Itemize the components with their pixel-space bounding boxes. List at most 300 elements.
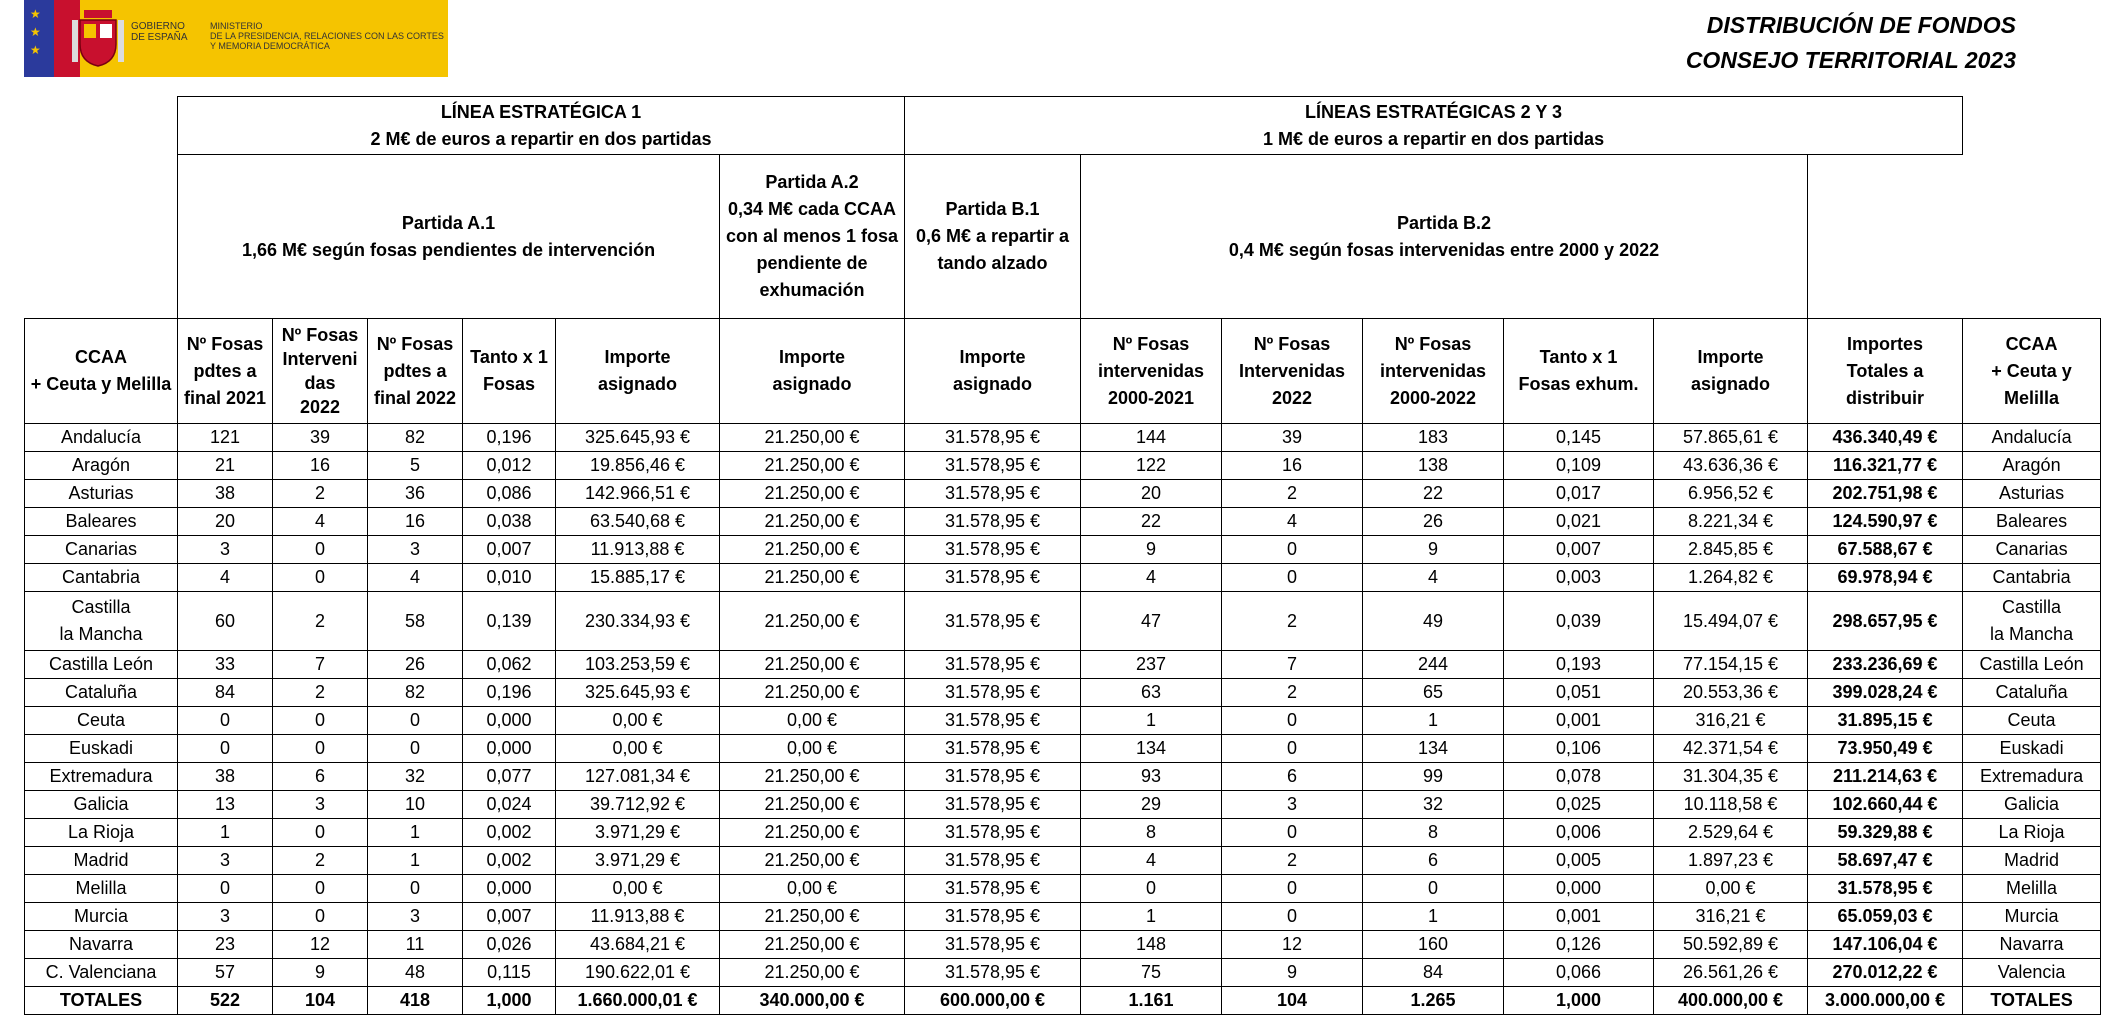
cell-c12: 316,21 € <box>1654 707 1808 735</box>
cell-c10: 183 <box>1363 424 1504 452</box>
cell-c1: 1 <box>178 819 273 847</box>
cell-c2: 16 <box>273 452 368 480</box>
cell-c12: 15.494,07 € <box>1654 592 1808 651</box>
cell-c5: 325.645,93 € <box>556 679 720 707</box>
cell-c10: 6 <box>1363 847 1504 875</box>
cell-c2: 2 <box>273 480 368 508</box>
total-name: TOTALES <box>25 987 178 1015</box>
cell-c11: 0,193 <box>1504 651 1654 679</box>
cell-c7: 31.578,95 € <box>905 763 1081 791</box>
cell-c8: 9 <box>1081 536 1222 564</box>
cell-c11: 0,005 <box>1504 847 1654 875</box>
region-name-right: Castilla la Mancha <box>1963 592 2101 651</box>
cell-c6: 21.250,00 € <box>720 847 905 875</box>
region-name-right: La Rioja <box>1963 819 2101 847</box>
cell-c8: 75 <box>1081 959 1222 987</box>
cell-c13: 67.588,67 € <box>1808 536 1963 564</box>
cell-c11: 0,025 <box>1504 791 1654 819</box>
cell-c3: 1 <box>368 847 463 875</box>
cell-c4: 0,077 <box>463 763 556 791</box>
cell-c2: 0 <box>273 875 368 903</box>
region-name-right: Euskadi <box>1963 735 2101 763</box>
cell-c3: 26 <box>368 651 463 679</box>
partida-a1-header: Partida A.1 1,66 M€ según fosas pendientes de intervención <box>178 155 720 319</box>
region-name: Canarias <box>25 536 178 564</box>
cell-c9: 2 <box>1222 679 1363 707</box>
cell-c8: 93 <box>1081 763 1222 791</box>
cell-c7: 31.578,95 € <box>905 819 1081 847</box>
cell-c10: 4 <box>1363 564 1504 592</box>
cell-c13: 58.697,47 € <box>1808 847 1963 875</box>
cell-c5: 190.622,01 € <box>556 959 720 987</box>
cell-c9: 3 <box>1222 791 1363 819</box>
cell-c12: 20.553,36 € <box>1654 679 1808 707</box>
cell-c9: 9 <box>1222 959 1363 987</box>
cell-c8: 148 <box>1081 931 1222 959</box>
cell-c7: 31.578,95 € <box>905 875 1081 903</box>
table-row <box>25 735 2101 763</box>
cell-c11: 0,109 <box>1504 452 1654 480</box>
table-row <box>25 424 2101 452</box>
cell-c2: 2 <box>273 847 368 875</box>
cell-c3: 58 <box>368 592 463 651</box>
region-name-right: Ceuta <box>1963 707 2101 735</box>
column-header: Tanto x 1 Fosas exhum. <box>1504 319 1654 424</box>
cell-c1: 20 <box>178 508 273 536</box>
column-header: Nº Fosas intervenidas 2000-2021 <box>1081 319 1222 424</box>
cell-c11: 0,078 <box>1504 763 1654 791</box>
total-right: TOTALES <box>1963 987 2101 1015</box>
region-name-right: Cantabria <box>1963 564 2101 592</box>
column-header: CCAA + Ceuta y Melilla <box>25 319 178 424</box>
cell-c12: 316,21 € <box>1654 903 1808 931</box>
cell-c5: 0,00 € <box>556 735 720 763</box>
cell-c6: 21.250,00 € <box>720 592 905 651</box>
government-logo <box>24 0 448 77</box>
cell-c10: 134 <box>1363 735 1504 763</box>
region-name-right: Cataluña <box>1963 679 2101 707</box>
cell-c13: 233.236,69 € <box>1808 651 1963 679</box>
total-c10: 1.265 <box>1363 987 1504 1015</box>
cell-c4: 0,000 <box>463 735 556 763</box>
region-name-right: Murcia <box>1963 903 2101 931</box>
title-line-2: CONSEJO TERRITORIAL 2023 <box>1685 47 2016 73</box>
cell-c6: 21.250,00 € <box>720 536 905 564</box>
region-name-right: Galicia <box>1963 791 2101 819</box>
cell-c13: 31.895,15 € <box>1808 707 1963 735</box>
column-header: CCAA + Ceuta y Melilla <box>1963 319 2101 424</box>
cell-c9: 0 <box>1222 536 1363 564</box>
region-name: Asturias <box>25 480 178 508</box>
cell-c7: 31.578,95 € <box>905 707 1081 735</box>
cell-c13: 102.660,44 € <box>1808 791 1963 819</box>
cell-c11: 0,051 <box>1504 679 1654 707</box>
cell-c12: 8.221,34 € <box>1654 508 1808 536</box>
cell-c10: 99 <box>1363 763 1504 791</box>
cell-c4: 0,086 <box>463 480 556 508</box>
cell-c9: 0 <box>1222 875 1363 903</box>
cell-c8: 29 <box>1081 791 1222 819</box>
column-header: Importe asignado <box>720 319 905 424</box>
cell-c7: 31.578,95 € <box>905 791 1081 819</box>
le1-header: LÍNEA ESTRATÉGICA 1 2 M€ de euros a repartir en dos partidas <box>178 97 905 155</box>
cell-c13: 59.329,88 € <box>1808 819 1963 847</box>
cell-c6: 0,00 € <box>720 735 905 763</box>
region-name-right: Melilla <box>1963 875 2101 903</box>
cell-c1: 0 <box>178 707 273 735</box>
cell-c7: 31.578,95 € <box>905 592 1081 651</box>
cell-c4: 0,000 <box>463 707 556 735</box>
cell-c12: 1.264,82 € <box>1654 564 1808 592</box>
cell-c13: 73.950,49 € <box>1808 735 1963 763</box>
cell-c8: 4 <box>1081 847 1222 875</box>
totals-row <box>25 987 2101 1015</box>
column-header-row <box>25 319 2101 424</box>
cell-c8: 134 <box>1081 735 1222 763</box>
cell-c13: 147.106,04 € <box>1808 931 1963 959</box>
cell-c10: 8 <box>1363 819 1504 847</box>
region-name-right: Baleares <box>1963 508 2101 536</box>
cell-c3: 10 <box>368 791 463 819</box>
cell-c10: 160 <box>1363 931 1504 959</box>
cell-c11: 0,001 <box>1504 707 1654 735</box>
cell-c5: 103.253,59 € <box>556 651 720 679</box>
column-header: Nº Fosas pdtes a final 2022 <box>368 319 463 424</box>
cell-c3: 36 <box>368 480 463 508</box>
cell-c4: 0,196 <box>463 424 556 452</box>
cell-c6: 21.250,00 € <box>720 679 905 707</box>
table-row <box>25 847 2101 875</box>
cell-c3: 32 <box>368 763 463 791</box>
cell-c8: 20 <box>1081 480 1222 508</box>
column-header: Importe asignado <box>905 319 1081 424</box>
cell-c1: 57 <box>178 959 273 987</box>
cell-c3: 4 <box>368 564 463 592</box>
cell-c9: 0 <box>1222 707 1363 735</box>
cell-c12: 2.529,64 € <box>1654 819 1808 847</box>
cell-c1: 3 <box>178 903 273 931</box>
cell-c8: 22 <box>1081 508 1222 536</box>
cell-c4: 0,002 <box>463 847 556 875</box>
cell-c10: 1 <box>1363 903 1504 931</box>
partida-b2-header: Partida B.2 0,4 M€ según fosas intervenidas entre 2000 y 2022 <box>1081 155 1808 319</box>
table-body <box>25 424 2101 1015</box>
cell-c5: 19.856,46 € <box>556 452 720 480</box>
cell-c10: 65 <box>1363 679 1504 707</box>
cell-c6: 21.250,00 € <box>720 931 905 959</box>
cell-c2: 39 <box>273 424 368 452</box>
cell-c6: 21.250,00 € <box>720 651 905 679</box>
cell-c4: 0,010 <box>463 564 556 592</box>
cell-c5: 0,00 € <box>556 707 720 735</box>
ministerio-text: MINISTERIO DE LA PRESIDENCIA, RELACIONES CON LAS CORTES Y MEMORIA DEMOCRÁTICA <box>210 21 444 51</box>
table-row <box>25 508 2101 536</box>
cell-c10: 22 <box>1363 480 1504 508</box>
cell-c11: 0,126 <box>1504 931 1654 959</box>
cell-c9: 16 <box>1222 452 1363 480</box>
total-c6: 340.000,00 € <box>720 987 905 1015</box>
cell-c5: 142.966,51 € <box>556 480 720 508</box>
cell-c2: 9 <box>273 959 368 987</box>
cell-c8: 63 <box>1081 679 1222 707</box>
total-c2: 104 <box>273 987 368 1015</box>
cell-c13: 202.751,98 € <box>1808 480 1963 508</box>
region-name: Murcia <box>25 903 178 931</box>
cell-c5: 325.645,93 € <box>556 424 720 452</box>
region-name: Baleares <box>25 508 178 536</box>
cell-c1: 121 <box>178 424 273 452</box>
cell-c9: 2 <box>1222 480 1363 508</box>
region-name-right: Andalucía <box>1963 424 2101 452</box>
column-header: Importe asignado <box>1654 319 1808 424</box>
column-header: Importes Totales a distribuir <box>1808 319 1963 424</box>
table-row <box>25 819 2101 847</box>
region-name-right: Castilla León <box>1963 651 2101 679</box>
table-row <box>25 931 2101 959</box>
cell-c8: 122 <box>1081 452 1222 480</box>
cell-c11: 0,106 <box>1504 735 1654 763</box>
cell-c1: 84 <box>178 679 273 707</box>
cell-c3: 0 <box>368 875 463 903</box>
table-row <box>25 452 2101 480</box>
cell-c12: 57.865,61 € <box>1654 424 1808 452</box>
cell-c5: 3.971,29 € <box>556 819 720 847</box>
cell-c1: 33 <box>178 651 273 679</box>
cell-c6: 21.250,00 € <box>720 903 905 931</box>
cell-c10: 244 <box>1363 651 1504 679</box>
table-row <box>25 564 2101 592</box>
cell-c6: 21.250,00 € <box>720 819 905 847</box>
cell-c8: 144 <box>1081 424 1222 452</box>
cell-c1: 38 <box>178 763 273 791</box>
region-name: La Rioja <box>25 819 178 847</box>
region-name: Andalucía <box>25 424 178 452</box>
table-row <box>25 592 2101 651</box>
cell-c2: 2 <box>273 679 368 707</box>
cell-c13: 436.340,49 € <box>1808 424 1963 452</box>
le23-header: LÍNEAS ESTRATÉGICAS 2 Y 3 1 M€ de euros a repartir en dos partidas <box>905 97 1963 155</box>
cell-c6: 21.250,00 € <box>720 763 905 791</box>
region-name: Extremadura <box>25 763 178 791</box>
cell-c1: 0 <box>178 735 273 763</box>
cell-c9: 2 <box>1222 847 1363 875</box>
cell-c11: 0,006 <box>1504 819 1654 847</box>
region-name-right: Aragón <box>1963 452 2101 480</box>
cell-c6: 0,00 € <box>720 875 905 903</box>
cell-c11: 0,001 <box>1504 903 1654 931</box>
region-name: Galicia <box>25 791 178 819</box>
cell-c12: 1.897,23 € <box>1654 847 1808 875</box>
region-name: Cataluña <box>25 679 178 707</box>
cell-c8: 237 <box>1081 651 1222 679</box>
total-c12: 400.000,00 € <box>1654 987 1808 1015</box>
region-name: Madrid <box>25 847 178 875</box>
table-row <box>25 536 2101 564</box>
total-c3: 418 <box>368 987 463 1015</box>
cell-c9: 4 <box>1222 508 1363 536</box>
table-row <box>25 903 2101 931</box>
cell-c3: 3 <box>368 536 463 564</box>
cell-c11: 0,017 <box>1504 480 1654 508</box>
column-header: Nº Fosas intervenidas 2000-2022 <box>1363 319 1504 424</box>
total-c5: 1.660.000,01 € <box>556 987 720 1015</box>
region-name-right: Canarias <box>1963 536 2101 564</box>
cell-c2: 0 <box>273 903 368 931</box>
cell-c7: 31.578,95 € <box>905 536 1081 564</box>
partida-header-row <box>25 155 2101 319</box>
cell-c12: 26.561,26 € <box>1654 959 1808 987</box>
funds-table <box>24 96 2101 1015</box>
cell-c3: 11 <box>368 931 463 959</box>
cell-c5: 43.684,21 € <box>556 931 720 959</box>
region-name: Cantabria <box>25 564 178 592</box>
region-name: Ceuta <box>25 707 178 735</box>
total-c4: 1,000 <box>463 987 556 1015</box>
cell-c8: 1 <box>1081 707 1222 735</box>
cell-c3: 5 <box>368 452 463 480</box>
cell-c1: 3 <box>178 847 273 875</box>
cell-c7: 31.578,95 € <box>905 452 1081 480</box>
cell-c9: 39 <box>1222 424 1363 452</box>
cell-c6: 21.250,00 € <box>720 480 905 508</box>
cell-c7: 31.578,95 € <box>905 903 1081 931</box>
cell-c12: 50.592,89 € <box>1654 931 1808 959</box>
region-name-right: Extremadura <box>1963 763 2101 791</box>
column-header: Nº Fosas Interveni das 2022 <box>273 319 368 424</box>
total-c11: 1,000 <box>1504 987 1654 1015</box>
cell-c6: 21.250,00 € <box>720 452 905 480</box>
cell-c4: 0,038 <box>463 508 556 536</box>
region-name: C. Valenciana <box>25 959 178 987</box>
cell-c10: 9 <box>1363 536 1504 564</box>
eu-flag-icon: ★ ★ ★ <box>24 0 54 77</box>
cell-c9: 7 <box>1222 651 1363 679</box>
cell-c11: 0,021 <box>1504 508 1654 536</box>
region-name: Aragón <box>25 452 178 480</box>
cell-c8: 1 <box>1081 903 1222 931</box>
cell-c4: 0,024 <box>463 791 556 819</box>
cell-c4: 0,062 <box>463 651 556 679</box>
table-row <box>25 959 2101 987</box>
cell-c3: 1 <box>368 819 463 847</box>
table-row <box>25 791 2101 819</box>
cell-c7: 31.578,95 € <box>905 735 1081 763</box>
cell-c7: 31.578,95 € <box>905 480 1081 508</box>
total-c8: 1.161 <box>1081 987 1222 1015</box>
cell-c10: 32 <box>1363 791 1504 819</box>
cell-c6: 0,00 € <box>720 707 905 735</box>
gobierno-text: GOBIERNO DE ESPAÑA <box>131 21 188 43</box>
region-name-right: Asturias <box>1963 480 2101 508</box>
cell-c11: 0,003 <box>1504 564 1654 592</box>
cell-c10: 84 <box>1363 959 1504 987</box>
cell-c4: 0,007 <box>463 903 556 931</box>
table-row <box>25 763 2101 791</box>
table-row <box>25 480 2101 508</box>
cell-c4: 0,139 <box>463 592 556 651</box>
cell-c10: 0 <box>1363 875 1504 903</box>
cell-c10: 26 <box>1363 508 1504 536</box>
cell-c2: 0 <box>273 819 368 847</box>
region-name: Euskadi <box>25 735 178 763</box>
cell-c2: 7 <box>273 651 368 679</box>
cell-c1: 21 <box>178 452 273 480</box>
cell-c12: 0,00 € <box>1654 875 1808 903</box>
cell-c8: 8 <box>1081 819 1222 847</box>
table-row <box>25 707 2101 735</box>
region-name: Navarra <box>25 931 178 959</box>
partida-a2-header: Partida A.2 0,34 M€ cada CCAA con al menos 1 fosa pendiente de exhumación <box>720 155 905 319</box>
cell-c12: 2.845,85 € <box>1654 536 1808 564</box>
cell-c1: 13 <box>178 791 273 819</box>
cell-c6: 21.250,00 € <box>720 959 905 987</box>
cell-c2: 0 <box>273 536 368 564</box>
cell-c13: 399.028,24 € <box>1808 679 1963 707</box>
document-title <box>1686 8 2016 78</box>
partida-b1-header: Partida B.1 0,6 M€ a repartir a tando alzado <box>905 155 1081 319</box>
region-name-right: Navarra <box>1963 931 2101 959</box>
cell-c12: 10.118,58 € <box>1654 791 1808 819</box>
cell-c2: 0 <box>273 564 368 592</box>
cell-c4: 0,007 <box>463 536 556 564</box>
cell-c13: 31.578,95 € <box>1808 875 1963 903</box>
total-c1: 522 <box>178 987 273 1015</box>
region-name-right: Valencia <box>1963 959 2101 987</box>
cell-c6: 21.250,00 € <box>720 424 905 452</box>
column-header: Tanto x 1 Fosas <box>463 319 556 424</box>
cell-c11: 0,007 <box>1504 536 1654 564</box>
cell-c9: 12 <box>1222 931 1363 959</box>
cell-c11: 0,039 <box>1504 592 1654 651</box>
cell-c3: 82 <box>368 424 463 452</box>
cell-c4: 0,196 <box>463 679 556 707</box>
table-row <box>25 679 2101 707</box>
group-header-row <box>25 97 2101 155</box>
cell-c6: 21.250,00 € <box>720 508 905 536</box>
cell-c7: 31.578,95 € <box>905 931 1081 959</box>
cell-c2: 0 <box>273 707 368 735</box>
cell-c11: 0,066 <box>1504 959 1654 987</box>
cell-c1: 23 <box>178 931 273 959</box>
cell-c10: 138 <box>1363 452 1504 480</box>
cell-c5: 3.971,29 € <box>556 847 720 875</box>
cell-c5: 11.913,88 € <box>556 536 720 564</box>
region-name: Castilla León <box>25 651 178 679</box>
cell-c1: 60 <box>178 592 273 651</box>
cell-c1: 0 <box>178 875 273 903</box>
cell-c13: 270.012,22 € <box>1808 959 1963 987</box>
total-c9: 104 <box>1222 987 1363 1015</box>
cell-c13: 298.657,95 € <box>1808 592 1963 651</box>
cell-c5: 0,00 € <box>556 875 720 903</box>
cell-c7: 31.578,95 € <box>905 508 1081 536</box>
cell-c7: 31.578,95 € <box>905 679 1081 707</box>
cell-c2: 2 <box>273 592 368 651</box>
cell-c8: 0 <box>1081 875 1222 903</box>
column-header: Importe asignado <box>556 319 720 424</box>
column-header: Nº Fosas Intervenidas 2022 <box>1222 319 1363 424</box>
cell-c9: 6 <box>1222 763 1363 791</box>
cell-c2: 6 <box>273 763 368 791</box>
cell-c13: 65.059,03 € <box>1808 903 1963 931</box>
cell-c5: 39.712,92 € <box>556 791 720 819</box>
cell-c12: 6.956,52 € <box>1654 480 1808 508</box>
cell-c4: 0,012 <box>463 452 556 480</box>
cell-c13: 116.321,77 € <box>1808 452 1963 480</box>
cell-c3: 0 <box>368 735 463 763</box>
cell-c3: 0 <box>368 707 463 735</box>
cell-c4: 0,115 <box>463 959 556 987</box>
